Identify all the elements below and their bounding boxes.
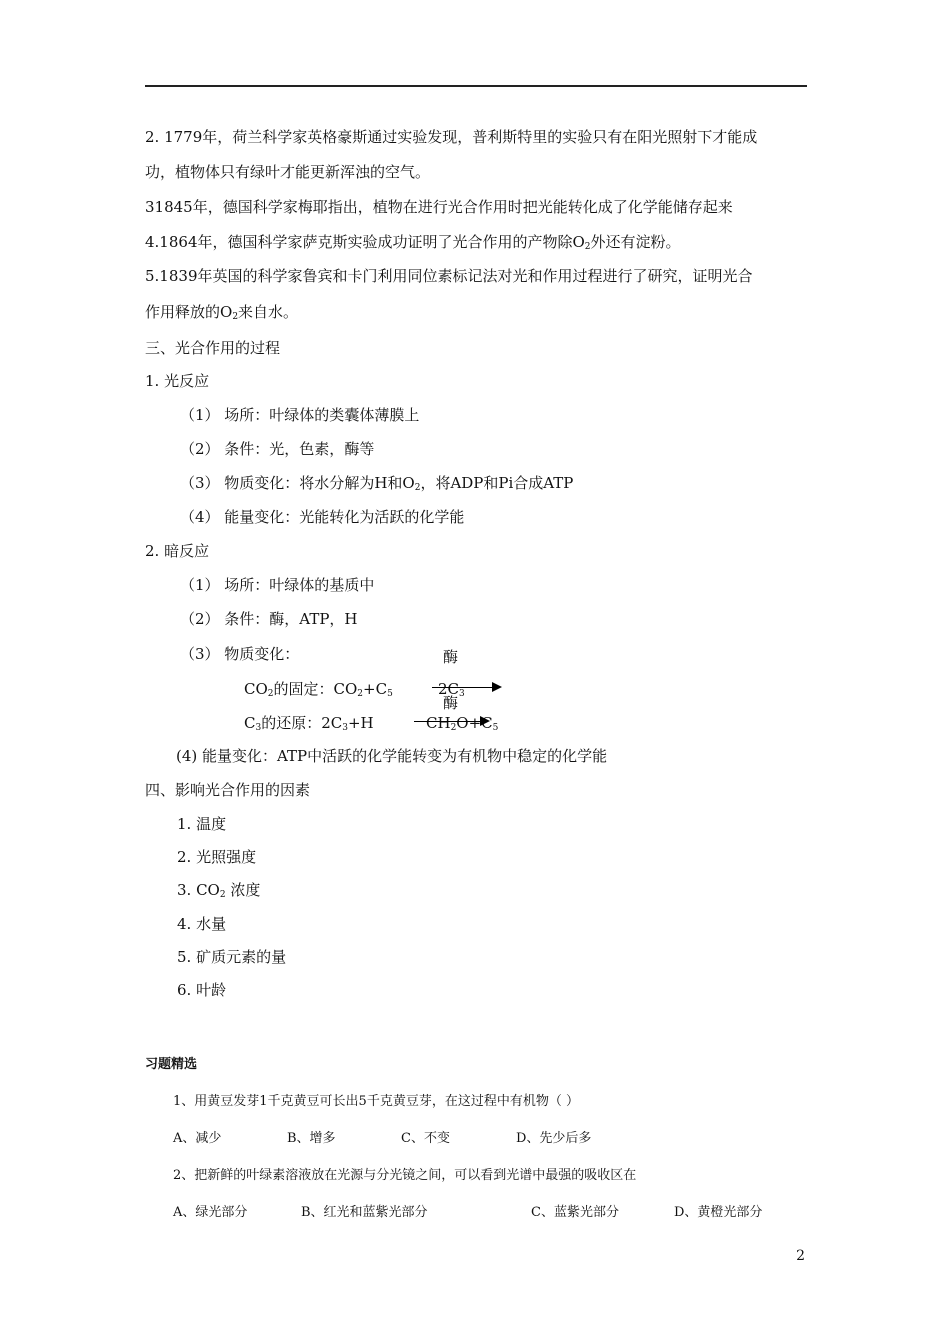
q1-option-d: D、先少后多 <box>516 1131 592 1146</box>
page-number: 2 <box>796 1248 805 1264</box>
light-reaction-title: 1. 光反应 <box>145 372 210 390</box>
q2-option-d: D、黄橙光部分 <box>674 1205 763 1220</box>
q1-option-a: A、减少 <box>173 1131 222 1146</box>
history-item-4: 4.1864年，德国科学家萨克斯实验成功证明了光合作用的产物除$O_2$外还有淀粉。 <box>145 233 681 252</box>
co2-fixation-product: $2C_3$ <box>438 680 465 699</box>
q2-option-b: B、红光和蓝紫光部分 <box>301 1205 428 1220</box>
header-rule <box>145 85 807 87</box>
reduction-arrow-head-icon <box>480 716 490 726</box>
dark-item-2: （2） 条件：酶，ATP，H <box>180 610 358 628</box>
reduction-arrow-line <box>414 721 480 722</box>
history-item-3: 31845年，德国科学家梅耶指出，植物在进行光合作用时把光能转化成了化学能储存起来 <box>145 198 733 216</box>
factor-item: 4. 水量 <box>177 915 227 933</box>
light-item-1: （1） 场所：叶绿体的类囊体薄膜上 <box>180 406 420 424</box>
fixation-arrow-head-icon <box>492 682 502 692</box>
factor-item: 5. 矿质元素的量 <box>177 948 287 966</box>
history-item-5-line1: 5.1839年英国的科学家鲁宾和卡门利用同位素标记法对光和作用过程进行了研究，证明光合 <box>145 267 753 285</box>
factors-heading: 四、影响光合作用的因素 <box>145 781 311 799</box>
factor-item: 6. 叶龄 <box>177 981 227 999</box>
q2-option-a: A、绿光部分 <box>173 1205 248 1220</box>
co2-fixation-equation: $CO_2$的固定：$CO_2+C_5$ <box>244 680 393 699</box>
process-heading: 三、光合作用的过程 <box>145 339 281 357</box>
history-item-5-line2: 作用释放的$O_2$来自水。 <box>145 303 299 322</box>
factor-item: 2. 光照强度 <box>177 848 257 866</box>
dark-reaction-title: 2. 暗反应 <box>145 542 210 560</box>
question-1: 1、用黄豆发芽1千克黄豆可长出5千克黄豆芽，在这过程中有机物（ ） <box>173 1094 579 1109</box>
factor-item-co2: 3. $CO_2$ 浓度 <box>177 881 261 900</box>
dark-item-3: （3） 物质变化： <box>180 645 300 663</box>
exercises-heading: 习题精选 <box>145 1057 198 1072</box>
q1-option-b: B、增多 <box>287 1131 336 1146</box>
enzyme-label-2: 酶 <box>443 694 459 712</box>
factor-item: 1. 温度 <box>177 815 227 833</box>
dark-energy-change: (4) 能量变化：ATP中活跃的化学能转变为有机物中稳定的化学能 <box>176 747 608 765</box>
light-item-2: （2） 条件：光，色素，酶等 <box>180 440 375 458</box>
c3-reduction-product: $CH_2O+C_5$ <box>426 714 499 733</box>
q2-option-c: C、蓝紫光部分 <box>531 1205 619 1220</box>
light-item-4: （4） 能量变化：光能转化为活跃的化学能 <box>180 508 465 526</box>
c3-reduction-equation: $C_3$的还原：$2C_3+H$ <box>244 714 374 733</box>
history-item-2-line2: 功，植物体只有绿叶才能更新浑浊的空气。 <box>145 163 431 181</box>
light-item-3: （3） 物质变化：将水分解为H和$O_2$，将ADP和Pi合成ATP <box>180 474 574 493</box>
dark-item-1: （1） 场所：叶绿体的基质中 <box>180 576 375 594</box>
fixation-arrow-line <box>432 687 492 688</box>
question-2: 2、把新鲜的叶绿素溶液放在光源与分光镜之间，可以看到光谱中最强的吸收区在 <box>173 1168 637 1183</box>
enzyme-label-1: 酶 <box>443 648 459 666</box>
history-item-2-line1: 2. 1779年，荷兰科学家英格豪斯通过实验发现，普利斯特里的实验只有在阳光照射下才能成 <box>145 128 758 146</box>
q1-option-c: C、不变 <box>401 1131 450 1146</box>
